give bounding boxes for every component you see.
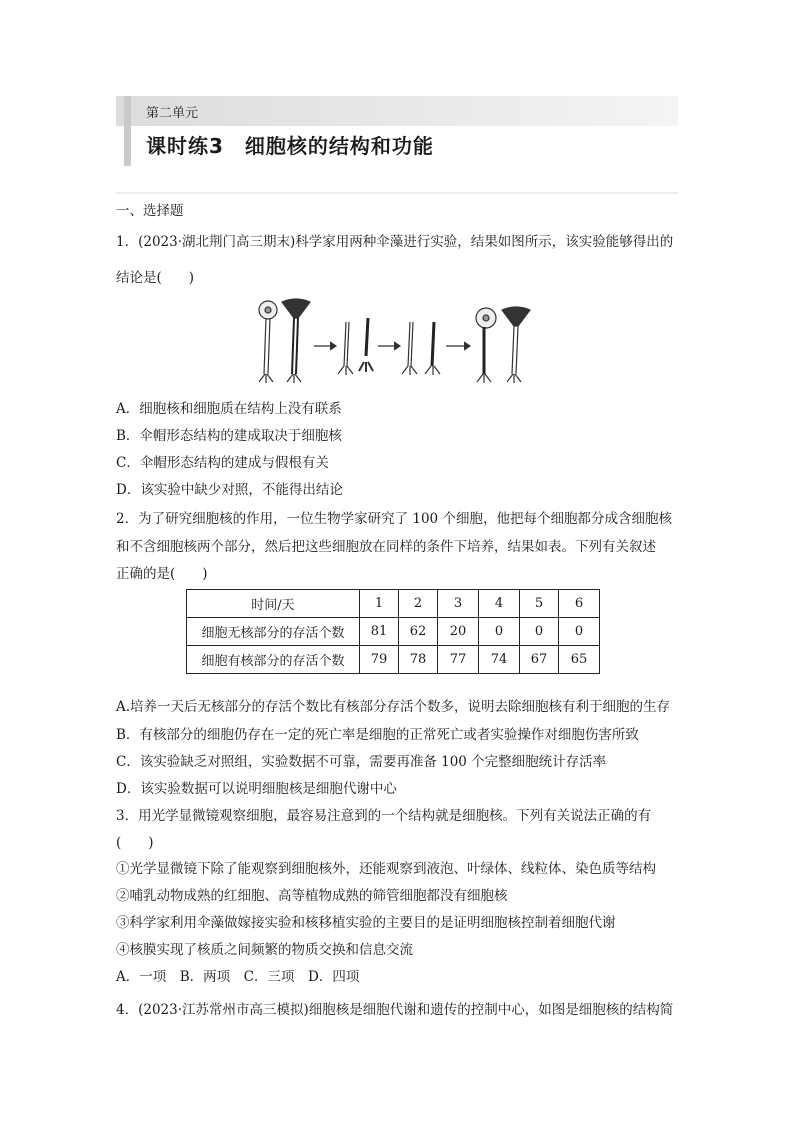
q3-stem-1: 3．用光学显微镜观察细胞，最容易注意到的一个结构就是细胞核。下列有关说法正确的有 (116, 808, 652, 824)
q3-item-2: ②哺乳动物成熟的红细胞、高等植物成熟的筛管细胞都没有细胞核 (116, 888, 508, 904)
q2-option-d: D．该实验数据可以说明细胞核是细胞代谢中心 (116, 781, 397, 797)
header-left-rule (124, 96, 131, 166)
q1-option-d: D．该实验中缺少对照，不能得出结论 (116, 482, 343, 498)
flower-cap-icon (259, 301, 277, 319)
q2-stem-1: 2．为了研究细胞核的作用，一位生物学家研究了 100 个细胞，他把每个细胞都分成含细胞核 (116, 511, 672, 527)
q3-options: A．一项 B．两项 C．三项 D．四项 (116, 969, 360, 985)
survival-table (186, 589, 600, 674)
header-bottom-rule (116, 192, 678, 194)
q3-item-4: ④核膜实现了核质之间频繁的物质交换和信息交流 (116, 942, 413, 958)
lesson-title: 课时练3 细胞核的结构和功能 (146, 134, 434, 158)
q1-option-c: C．伞帽形态结构的建成与假根有关 (116, 455, 329, 471)
q2-stem-3: 正确的是( ) (116, 566, 208, 582)
q4-stem-1: 4．(2023·江苏常州市高三模拟)细胞核是细胞代谢和遗传的控制中心，如图是细胞核的结构简 (116, 1002, 674, 1018)
q3-item-1: ①光学显微镜下除了能观察到细胞核外，还能观察到液泡、叶绿体、线粒体、染色质等结构 (116, 861, 656, 877)
q2-option-a: A.培养一天后无核部分的存活个数比有核部分存活个数多，说明去除细胞核有利于细胞的生存 (116, 699, 671, 715)
table-row: 细胞无核部分的存活个数 81 62 20 0 0 0 (187, 618, 600, 646)
umbrella-cap-icon (282, 299, 310, 318)
table-header-row: 时间/天 1 2 3 4 5 6 (187, 590, 600, 618)
header-bar (116, 96, 678, 126)
unit-label: 第二单元 (146, 106, 199, 121)
header-band (116, 96, 678, 194)
q1-option-a: A．细胞核和细胞质在结构上没有联系 (116, 401, 342, 417)
q2-stem-2: 和不含细胞核两个部分，然后把这些细胞放在同样的条件下培养，结果如表。下列有关叙述 (116, 539, 656, 555)
q2-option-b: B．有核部分的细胞仍存在一定的死亡率是细胞的正常死亡或者实验操作对细胞伤害所致 (116, 727, 639, 743)
q1-option-b: B．伞帽形态结构的建成取决于细胞核 (116, 428, 342, 444)
q3-stem-2: ( ) (116, 835, 154, 851)
q3-item-3: ③科学家利用伞藻做嫁接实验和核移植实验的主要目的是证明细胞核控制着细胞代谢 (116, 915, 616, 931)
q1-stem-1: 1．(2023·湖北荆门高三期末)科学家用两种伞藻进行实验，结果如图所示，该实验能够得出的 (116, 234, 674, 250)
table-row: 细胞有核部分的存活个数 79 78 77 74 67 65 (187, 646, 600, 674)
q2-option-c: C．该实验缺乏对照组，实验数据不可靠，需要再准备 100 个完整细胞统计存活率 (116, 754, 607, 770)
q1-stem-2: 结论是( ) (116, 270, 195, 286)
section-heading: 一、选择题 (116, 203, 184, 219)
umbrella-algae-figure (252, 296, 547, 388)
